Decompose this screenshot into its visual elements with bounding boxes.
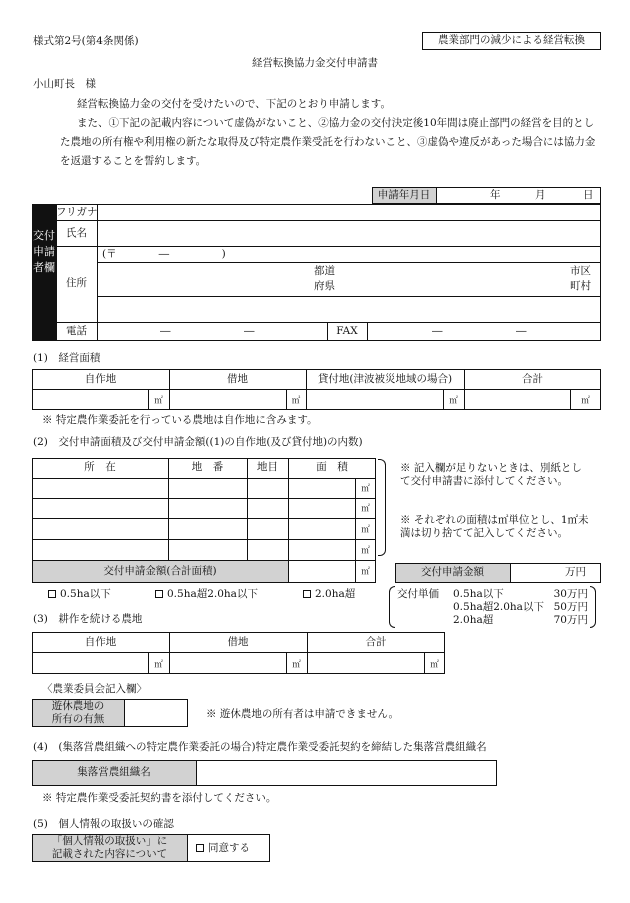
s1-col-total: 合計 (522, 373, 543, 385)
s1-col-lent: 貸付地(津波被災地域の場合) (317, 373, 453, 385)
privacy-label-line1: 「個人情報の取扱い」に (51, 835, 168, 847)
page-title: 経営転換協力金交付申請書 (252, 57, 378, 69)
s2-note2: ※ それぞれの面積は㎡単位とし、1㎡未満は切り捨てて記入してください。 (400, 514, 589, 539)
amount-unit: 万円 (565, 566, 586, 578)
committee-label-line2: 所有の有無 (51, 713, 105, 725)
checkbox-0.5-2.0ha[interactable]: 0.5ha超2.0ha以下 (155, 588, 258, 601)
unit-price-bracket-left (389, 586, 395, 628)
s2-col-lot: 地 番 (191, 461, 224, 473)
form-type: 農業部門の減少による経営転換 (438, 34, 585, 46)
furigana-label: フリガナ (56, 206, 98, 218)
checkbox-over-2.0ha[interactable]: 2.0ha超 (303, 588, 355, 601)
checkbox-icon (196, 844, 204, 852)
unit-price-label: 交付単価 (397, 588, 439, 600)
addressee: 小山町長 様 (33, 78, 96, 90)
s2-unit: ㎡ (361, 504, 370, 514)
intro-pledge: また、①下記の記載内容について虚偽がないこと、②協力金の交付決定後10年間は廃止部門の経営を目的とした農地の所有権や利用権の新たな取得及び特定農作業受託を行わないこと、③虚偽や違反があった場合には協力金を返還することを誓約します。 (60, 117, 596, 167)
s2-total-label: 交付申請金額(合計面積) (103, 565, 217, 577)
s1-unit: ㎡ (581, 396, 590, 406)
org-label: 集落営農組織名 (77, 766, 151, 778)
s2-col-location: 所 在 (84, 461, 116, 473)
s1-unit: ㎡ (449, 396, 458, 406)
section3-title: (3) 耕作を続ける農地 (33, 613, 143, 625)
checkbox-icon (48, 590, 56, 598)
name-label: 氏名 (66, 227, 87, 239)
s1-total-field[interactable] (466, 391, 568, 408)
intro-line1: 経営転換協力金の交付を受けたいので、下記のとおり申請します。 (77, 98, 391, 110)
prefecture-fuken: 府県 (314, 280, 335, 292)
s1-unit: ㎡ (291, 396, 301, 406)
form-number: 様式第2号(第4条関係) (33, 35, 139, 47)
phone-dashes: ― ― (160, 325, 255, 337)
s2-total-area-field[interactable] (290, 562, 353, 581)
fax-dashes: ― ― (432, 325, 527, 337)
s3-total-field[interactable] (309, 654, 422, 672)
committee-label-line1: 遊休農地の (51, 700, 105, 712)
unit-price-range: 0.5ha超2.0ha以下 (453, 601, 544, 613)
applicant-side-label: 交付申請者欄 (33, 229, 55, 274)
application-date-field[interactable] (445, 187, 595, 204)
amount-label: 交付申請金額 (421, 566, 484, 578)
name-field[interactable] (100, 222, 598, 245)
s1-owned-field[interactable] (34, 391, 146, 408)
section2-title: (2) 交付申請面積及び交付申請金額((1)の自作地(及び貸付地)の内数) (33, 436, 363, 448)
checkbox-under-0.5ha[interactable]: 0.5ha以下 (48, 588, 111, 601)
s4-note: ※ 特定農作業受委託契約書を添付してください。 (42, 792, 277, 804)
section5-title: (5) 個人情報の取扱いの確認 (33, 818, 174, 830)
section4-title: (4) (集落営農組織への特定農作業委託の場合)特定農作業受委託契約を締結した集落営農組織名 (33, 741, 487, 753)
s2-unit: ㎡ (361, 546, 370, 556)
s2-unit: ㎡ (361, 567, 370, 577)
s1-col-owned: 自作地 (84, 373, 117, 385)
s3-unit: ㎡ (430, 660, 439, 670)
checkbox-icon (155, 590, 163, 598)
committee-heading: 〈農業委員会記入欄〉 (42, 683, 147, 695)
s1-lent-field[interactable] (308, 391, 441, 408)
address-field[interactable] (100, 298, 598, 321)
s1-note: ※ 特定農作業委託を行っている農地は自作地に含みます。 (42, 414, 318, 426)
date-day: 日 (583, 189, 594, 201)
s1-unit: ㎡ (154, 396, 163, 406)
city-shiku: 市区 (570, 265, 591, 277)
s1-col-leased: 借地 (227, 373, 248, 385)
unit-price-range: 0.5ha以下 (453, 588, 504, 600)
unit-price-value: 70万円 (553, 614, 588, 626)
fax-label: FAX (336, 325, 358, 337)
notes-brace (378, 459, 386, 556)
checkbox-icon (303, 590, 311, 598)
committee-field[interactable] (126, 701, 186, 725)
s3-col-leased: 借地 (227, 636, 249, 648)
city-chouson: 町村 (570, 280, 591, 292)
privacy-consent-checkbox[interactable]: 同意する (196, 842, 250, 855)
unit-price-value: 50万円 (553, 601, 588, 613)
org-name-field[interactable] (198, 762, 495, 784)
privacy-label-line2: 記載された内容について (51, 848, 168, 860)
s3-owned-field[interactable] (34, 654, 146, 672)
s3-leased-field[interactable] (171, 654, 284, 672)
address-label: 住所 (66, 277, 87, 289)
s2-col-landtype: 地目 (257, 461, 278, 473)
unit-price-range: 2.0ha超 (453, 614, 494, 626)
phone-field[interactable] (100, 324, 325, 340)
s3-col-total: 合計 (365, 636, 387, 648)
application-date-label: 申請年月日 (377, 189, 431, 201)
s1-leased-field[interactable] (171, 391, 284, 408)
section1-title: (1) 経営面積 (33, 352, 101, 364)
prefecture-todo: 都道 (314, 265, 335, 277)
s3-col-owned: 自作地 (84, 636, 117, 648)
date-month: 月 (535, 189, 546, 201)
s2-col-area: 面 積 (316, 461, 348, 473)
furigana-field[interactable] (100, 205, 598, 219)
amount-field[interactable] (512, 565, 562, 581)
s2-unit: ㎡ (361, 525, 370, 535)
unit-price-bracket-right (590, 586, 596, 628)
s3-unit: ㎡ (154, 660, 163, 670)
fax-field[interactable] (370, 324, 598, 340)
committee-note: ※ 遊休農地の所有者は申請できません。 (206, 708, 399, 720)
s2-row3-location[interactable] (34, 520, 166, 538)
postal-code: (〒 ― ) (102, 248, 226, 260)
date-year: 年 (490, 189, 501, 201)
s2-row1-location[interactable] (34, 480, 166, 497)
s2-row4-location[interactable] (34, 541, 166, 559)
s3-unit: ㎡ (292, 660, 301, 670)
phone-label: 電話 (66, 325, 87, 337)
s2-note1: ※ 記入欄が足りないときは、別紙として交付申請書に添付してください。 (400, 462, 582, 487)
unit-price-value: 30万円 (553, 588, 588, 600)
s2-unit: ㎡ (361, 484, 370, 494)
s2-row2-location[interactable] (34, 500, 166, 517)
